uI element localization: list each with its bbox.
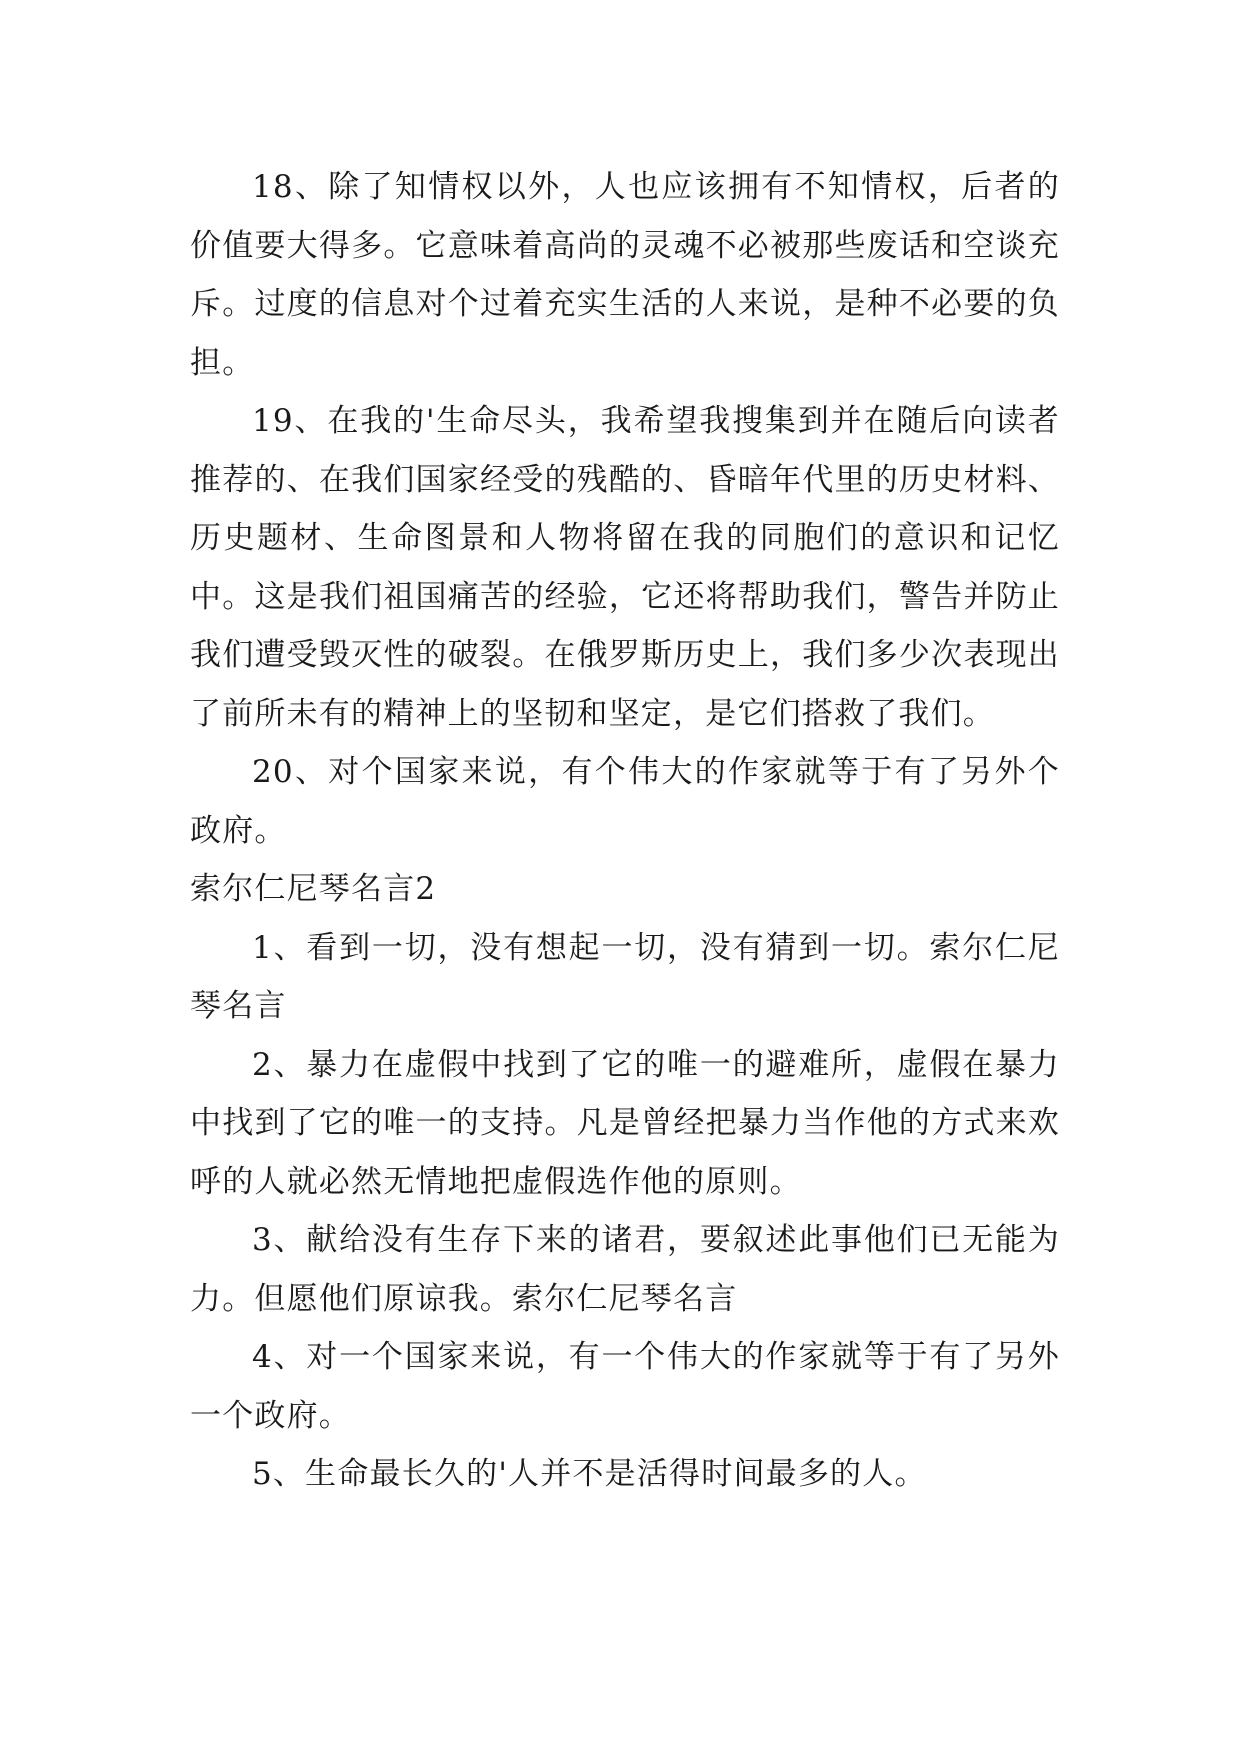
document-page xyxy=(190,158,1060,1504)
quote-paragraph: 20、对个国家来说，有个伟大的作家就等于有了另外个政府。 xyxy=(190,754,1060,849)
quote-paragraph: 2、暴力在虚假中找到了它的唯一的避难所，虚假在暴力中找到了它的唯一的支持。凡是曾经把暴力当作他的方式来欢呼的人就必然无情地把虚假选作他的原则。 xyxy=(190,1046,1060,1200)
quote-paragraph: 18、除了知情权以外，人也应该拥有不知情权，后者的价值要大得多。它意味着高尚的灵魂不必被那些废话和空谈充斥。过度的信息对个过着充实生活的人来说，是种不必要的负担。 xyxy=(190,169,1060,381)
quote-paragraph: 4、对一个国家来说，有一个伟大的作家就等于有了另外一个政府。 xyxy=(190,1339,1060,1434)
section-heading: 索尔仁尼琴名言2 xyxy=(190,871,437,907)
quote-paragraph: 5、生命最长久的'人并不是活得时间最多的人。 xyxy=(252,1456,927,1492)
quote-paragraph: 1、看到一切，没有想起一切，没有猜到一切。索尔仁尼琴名言 xyxy=(190,929,1060,1024)
quote-paragraph: 19、在我的'生命尽头，我希望我搜集到并在随后向读者推荐的、在我们国家经受的残酷的、昏暗年代里的历史材料、历史题材、生命图景和人物将留在我的同胞们的意识和记忆中。这是我们祖国痛苦的经验，它还将帮助我们，警告并防止我们遭受毁灭性的破裂。在俄罗斯历史上，我们多少次表现出了前所未有的精神上的坚韧和坚定，是它们搭救了我们。 xyxy=(190,403,1060,732)
quote-paragraph: 3、献给没有生存下来的诸君，要叙述此事他们已无能为力。但愿他们原谅我。索尔仁尼琴名言 xyxy=(190,1222,1060,1317)
